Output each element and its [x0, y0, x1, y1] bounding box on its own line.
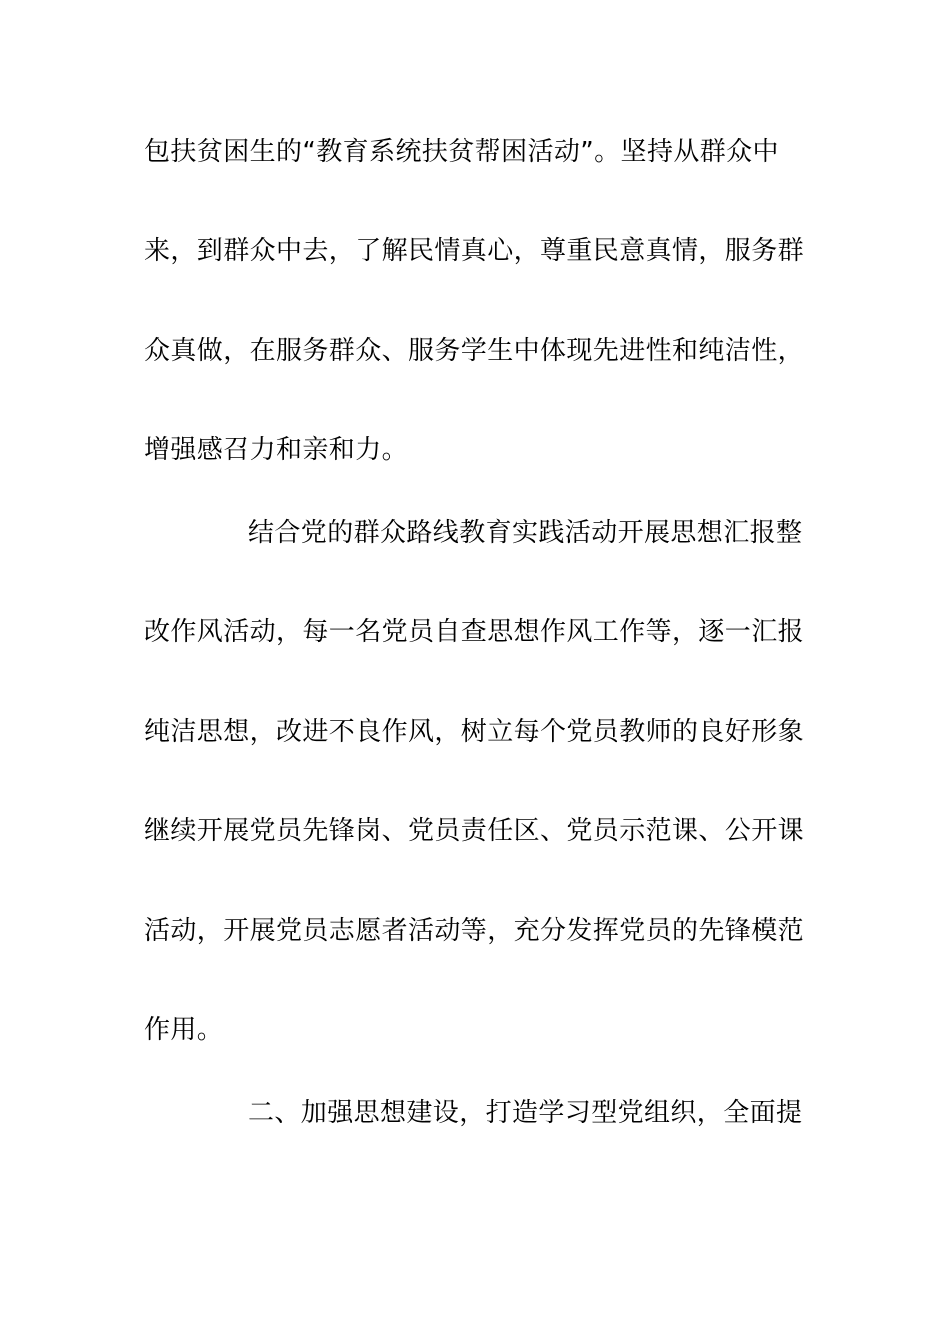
- text-line-9: 活动，开展党员志愿者活动等，充分发挥党员的先锋模范: [144, 916, 805, 946]
- text-line-2: 来，到群众中去，了解民情真心，尊重民意真情，服务群: [144, 236, 805, 266]
- text-line-10: 作用。: [144, 1015, 224, 1045]
- text-line-8: 继续开展党员先锋岗、党员责任区、党员示范课、公开课: [144, 816, 805, 846]
- text-line-3: 众真做，在服务群众、服务学生中体现先进性和纯洁性，: [144, 336, 805, 366]
- text-line-1: 包扶贫困生的“教育系统扶贫帮困活动”。坚持从群众中: [144, 137, 779, 167]
- paragraph-2-first-line: 结合党的群众路线教育实践活动开展思想汇报整: [248, 518, 803, 548]
- section-heading-2: 二、加强思想建设，打造学习型党组织，全面提: [248, 1098, 803, 1128]
- text-line-7: 纯洁思想，改进不良作风，树立每个党员教师的良好形象: [144, 717, 805, 747]
- text-line-4: 增强感召力和亲和力。: [144, 435, 409, 465]
- text-line-6: 改作风活动，每一名党员自查思想作风工作等，逐一汇报: [144, 617, 805, 647]
